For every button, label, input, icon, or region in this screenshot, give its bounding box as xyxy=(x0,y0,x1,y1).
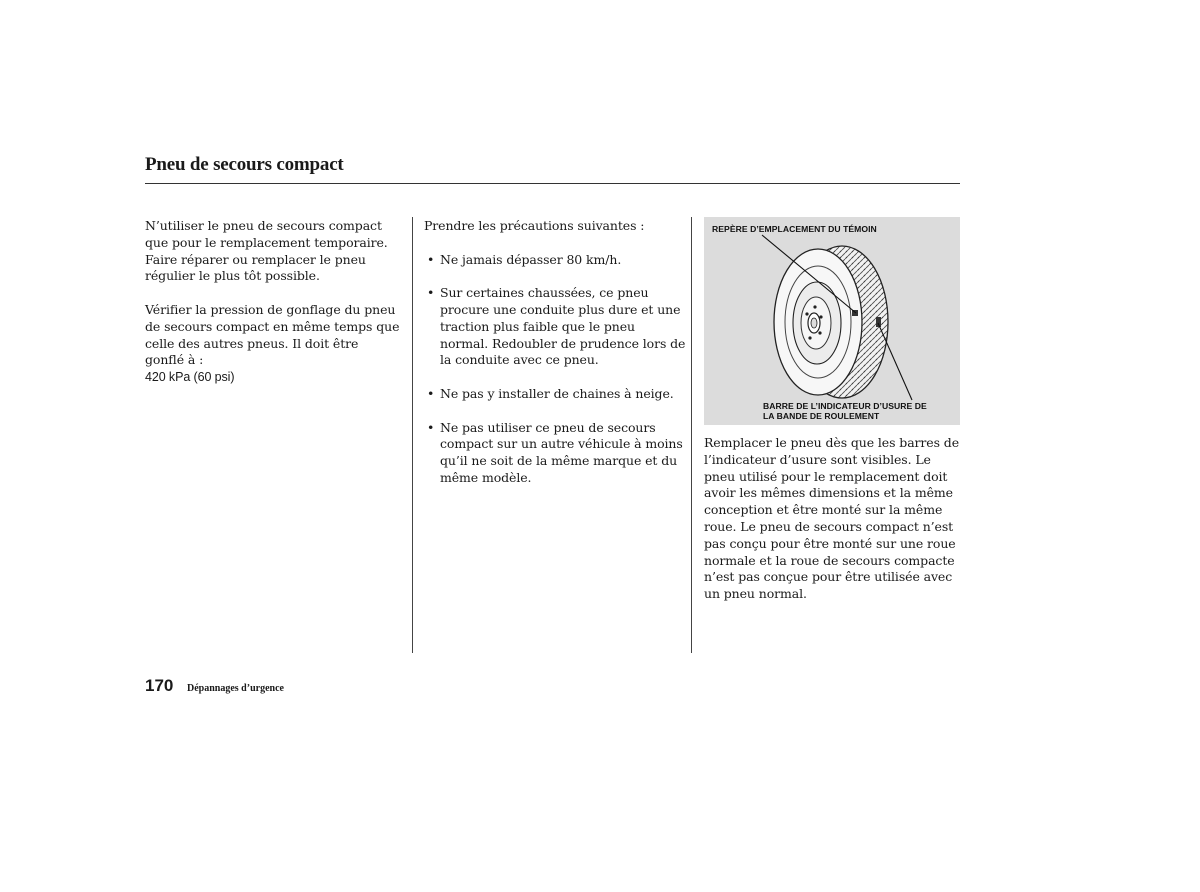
list-item: • Sur certaines chaussées, ce pneu procure une conduite plus dure et une traction plus faible que le pneu normal. Redoubler de prudence lors de la conduite avec ce pneu. xyxy=(427,285,686,368)
column-left xyxy=(145,218,401,386)
bullet-icon: • xyxy=(427,285,435,301)
tire-figure xyxy=(704,217,960,425)
precautions-list xyxy=(424,252,686,487)
figure-label-wear-bar: BARRE DE L’INDICATEUR D’USURE DE LA BANDE DE ROULEMENT xyxy=(763,401,927,421)
column-divider-2 xyxy=(691,217,692,653)
bullet-icon: • xyxy=(427,419,435,435)
paragraph-replacement: Remplacer le pneu dès que les barres de l’indicateur d’usure sont visibles. Le pneu utilisé pour le remplacement doit avoir les mêmes dimensions et la même conception et être monté sur la même roue. Le pneu de secours compact n’est pas conçu pour être monté sur une roue normale et la roue de secours compacte n’est pas conçue pour être utilisée avec un pneu normal. xyxy=(704,435,959,602)
bullet-icon: • xyxy=(427,385,435,401)
column-middle xyxy=(424,218,686,504)
list-item: • Ne jamais dépasser 80 km/h. xyxy=(427,251,622,267)
bullet-icon: • xyxy=(427,251,435,267)
pressure-value: 420 kPa (60 psi) xyxy=(145,370,235,385)
precautions-intro: Prendre les précautions suivantes : xyxy=(424,218,645,233)
page-number: 170 xyxy=(145,676,174,695)
list-item: • Ne pas y installer de chaines à neige. xyxy=(427,385,674,401)
column-right xyxy=(704,435,960,620)
title-rule xyxy=(145,183,960,184)
figure-label-indicator-location: REPÈRE D’EMPLACEMENT DU TÉMOIN xyxy=(712,224,877,234)
tire-illustration-icon xyxy=(704,217,960,425)
section-name: Dépannages d’urgence xyxy=(187,683,284,694)
paragraph-usage: N’utiliser le pneu de secours compact que pour le remplacement temporaire. Faire réparer ou remplacer le pneu régulier le plus tôt possible. xyxy=(145,218,388,284)
column-divider-1 xyxy=(412,217,413,653)
page-title: Pneu de secours compact xyxy=(145,154,344,175)
list-item: • Ne pas utiliser ce pneu de secours compact sur un autre véhicule à moins qu’il ne soit de la même marque et du même modèle. xyxy=(427,419,683,485)
paragraph-pressure: Vérifier la pression de gonflage du pneu de secours compact en même temps que celle des autres pneus. Il doit être gonflé à : xyxy=(145,301,400,368)
